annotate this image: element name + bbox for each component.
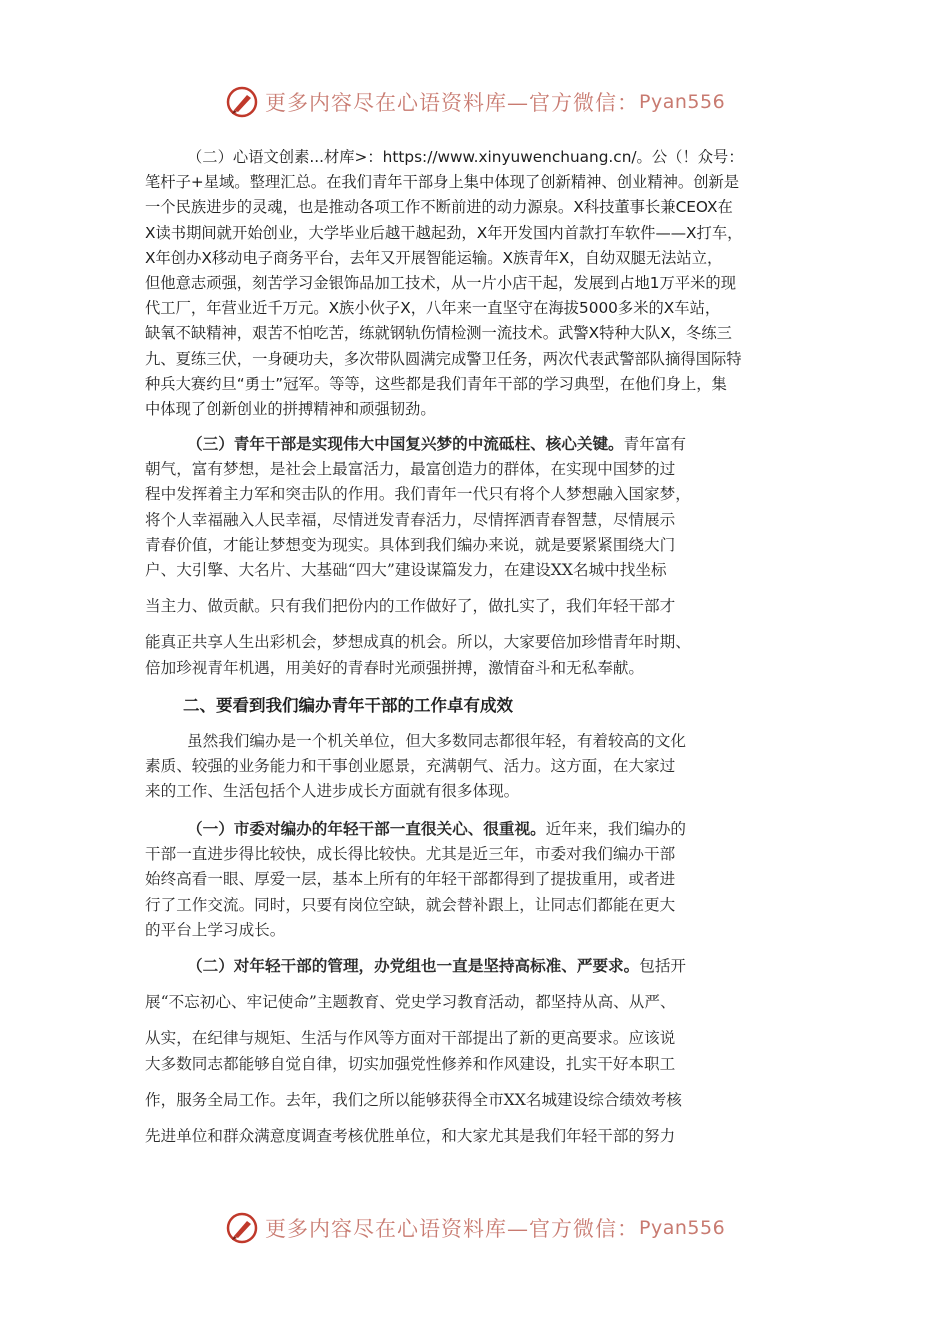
lead-sentence: （三）青年干部是实现伟大中国复兴梦的中流砥柱、核心关键。 — [187, 434, 624, 453]
text-line: 朝气，富有梦想，是社会上最富活力，最富创造力的群体，在实现中国梦的过 — [145, 460, 676, 479]
text-line: 作，服务全局工作。去年，我们之所以能够获得全市XX名城建设综合绩效考核 — [145, 1090, 682, 1109]
watermark-text: 更多内容尽在心语资料库—官方微信： — [265, 91, 639, 115]
pen-logo-icon — [225, 85, 259, 119]
text-line: 缺氧不缺精神，艰苦不怕吃苦，练就钢轨伤情检测一流技术。武警X特种大队X，冬练三 — [145, 324, 732, 343]
lead-sentence: （一）市委对编办的年轻干部一直很关心、很重视。 — [187, 819, 546, 838]
paragraph-5 — [145, 953, 805, 1149]
text-line: 先进单位和群众满意度调查考核优胜单位，和大家尤其是我们年轻干部的努力 — [145, 1127, 676, 1146]
text-line: 能真正共享人生出彩机会，梦想成真的机会。所以，大家要倍加珍惜青年时期、 — [145, 633, 691, 652]
text-line: 九、夏练三伏，一身硬功夫，多次带队圆满完成警卫任务，两次代表武警部队摘得国际特 — [145, 349, 742, 368]
text-line: 种兵大赛约旦“勇士”冠军。等等，这些都是我们青年干部的学习典型，在他们身上，集 — [145, 374, 727, 393]
watermark-header — [225, 82, 725, 122]
watermark-footer — [225, 1208, 725, 1248]
text-line: 的平台上学习成长。 — [145, 920, 286, 939]
text-line: X年创办X移动电子商务平台，去年又开展智能运输。X族青年X，自幼双腿无法站立， — [145, 248, 723, 267]
text-line: 中体现了创新创业的拼搏精神和顽强韧劲。 — [145, 400, 436, 419]
text-line: 将个人幸福融入人民幸福，尽情迸发青春活力，尽情挥洒青春智慧，尽情展示 — [145, 510, 676, 529]
text-line: （二）对年轻干部的管理，办党组也一直是坚持高标准、严要求。包括开 — [187, 956, 687, 975]
text-line: 展“不忘初心、牢记使命”主题教育、党史学习教育活动，都坚持从高、从严、 — [145, 993, 676, 1012]
text-line: 代工厂，年营业近千万元。X族小伙子X，八年来一直坚守在海拔5000多米的X车站， — [145, 299, 721, 318]
paragraph-2 — [145, 431, 805, 681]
paragraph-3 — [145, 729, 805, 805]
pen-logo-icon — [225, 1211, 259, 1245]
text-line: 当主力、做贡献。只有我们把份内的工作做好了，做扎实了，我们年轻干部才 — [145, 597, 676, 616]
text-line: 一个民族进步的灵魂，也是推动各项工作不断前进的动力源泉。X科技董事长兼CEOX在 — [145, 198, 733, 217]
text-line: 素质、较强的业务能力和干事创业愿景，充满朝气、活力。这方面，在大家过 — [145, 757, 676, 776]
section-heading: 二、要看到我们编办青年干部的工作卓有成效 — [183, 696, 513, 715]
text-line: 笔杆子+星域。整理汇总。在我们青年干部身上集中体现了创新精神、创业精神。创新是 — [145, 173, 740, 192]
text-line: （二）心语文创素...材库>：https://www.xinyuwenchuang.cn/。公（！众号： — [187, 148, 744, 166]
text-line: （一）市委对编办的年轻干部一直很关心、很重视。近年来，我们编办的 — [187, 819, 687, 838]
text-line: 户、大引擎、大名片、大基础“四大”建设谋篇发力，在建设XX名城中找坐标 — [145, 561, 667, 580]
text-line: 来的工作、生活包括个人进步成长方面就有很多体现。 — [145, 782, 520, 801]
text-line: X读书期间就开始创业，大学毕业后越干越起劲，X年开发国内首款打车软件——X打车， — [145, 223, 743, 242]
lead-sentence: （二）对年轻干部的管理，办党组也一直是坚持高标准、严要求。 — [187, 956, 640, 975]
text-line: 但他意志顽强，刻苦学习金银饰品加工技术，从一片小店干起，发展到占地1万平米的现 — [145, 274, 737, 293]
text-line: 大多数同志都能够自觉自律，切实加强党性修养和作风建设，扎实干好本职工 — [145, 1054, 676, 1073]
text-line: 青春价值，才能让梦想变为现实。具体到我们编办来说，就是要紧紧围绕大门 — [145, 535, 676, 554]
watermark-id: Pyan556 — [639, 91, 726, 113]
text-line: 程中发挥着主力军和突击队的作用。我们青年一代只有将个人梦想融入国家梦， — [145, 485, 691, 504]
paragraph-4 — [145, 816, 805, 943]
text-line: （三）青年干部是实现伟大中国复兴梦的中流砥柱、核心关键。青年富有 — [187, 434, 687, 453]
text-line: 始终高看一眼、厚爱一层，基本上所有的年轻干部都得到了提拔重用，或者进 — [145, 870, 676, 889]
watermark-id: Pyan556 — [639, 1217, 726, 1239]
text-line: 行了工作交流。同时，只要有岗位空缺，就会替补跟上，让同志们都能在更大 — [145, 895, 676, 914]
text-line: 干部一直进步得比较快，成长得比较快。尤其是近三年，市委对我们编办干部 — [145, 845, 676, 864]
text-line: 倍加珍视青年机遇，用美好的青春时光顽强拼搏，激情奋斗和无私奉献。 — [145, 658, 645, 677]
watermark-text: 更多内容尽在心语资料库—官方微信： — [265, 1217, 639, 1241]
text-line: 虽然我们编办是一个机关单位，但大多数同志都很年轻，有着较高的文化 — [187, 732, 687, 750]
paragraph-1 — [145, 145, 805, 422]
text-line: 从实，在纪律与规矩、生活与作风等方面对干部提出了新的更高要求。应该说 — [145, 1029, 676, 1048]
